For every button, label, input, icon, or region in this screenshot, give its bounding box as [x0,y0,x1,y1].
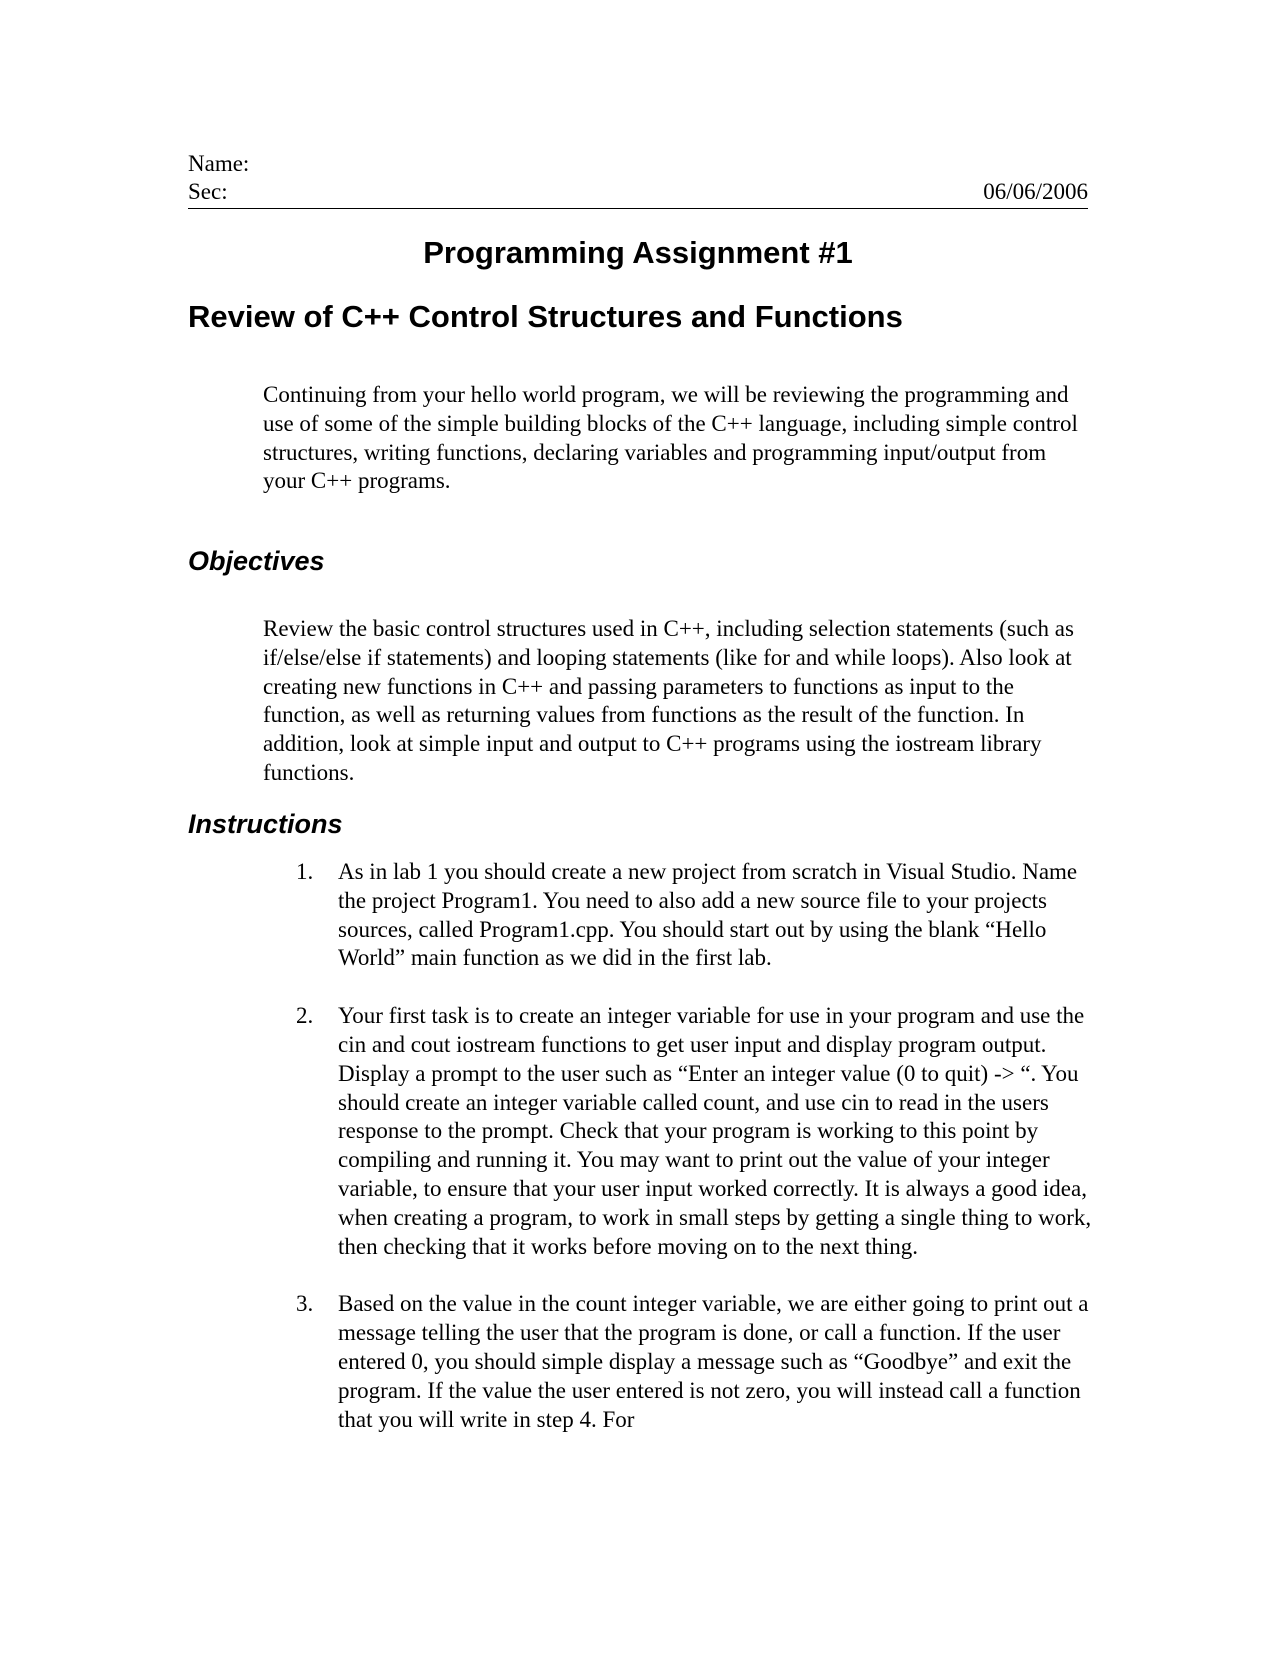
list-item-number: 3. [296,1291,314,1317]
instructions-heading: Instructions [188,809,343,839]
list-item [296,1290,1096,1434]
list-item-text: Your first task is to create an integer variable for use in your program and use the cin and cout iostream functions to get user input and display program output. Display a prompt to the user such as “Enter an integer value (0 to quit) -> “. You should create an integer variable called count, and use cin to read in the users response to the prompt. Check that your program is working to this point by compiling and running it. You may want to print out the value of your integer variable, to ensure that your user input worked correctly. It is always a good idea, when creating a program, to work in small steps by getting a single thing to work, then checking that it works before moving on to the next thing. [338,1003,1092,1259]
instructions-list [296,858,1096,1463]
objectives-paragraph: Review the basic control structures used in C++, including selection statements (such as if/else/else if statements) and looping statements (like for and while loops). Also look at creating new functions in C++ and passing parameters to functions as input to the function, as well as returning values from functions as the result of the function. In addition, look at simple input and output to C++ programs using the iostream library functions. [263,616,1074,785]
intro-paragraph: Continuing from your hello world program, we will be reviewing the programming and use of some of the simple building blocks of the C++ language, including simple control structures, writing functions, declaring variables and programming input/output from your C++ programs. [263,382,1078,494]
page-subtitle: Review of C++ Control Structures and Functions [188,299,903,334]
list-item [296,1002,1096,1261]
list-item [296,858,1096,973]
list-item-number: 2. [296,1003,314,1029]
name-label: Name: [188,151,250,176]
list-item-text: As in lab 1 you should create a new project from scratch in Visual Studio. Name the project Program1. You need to also add a new source file to your projects sources, called Program1.cpp. You should start out by using the blank “Hello World” main function as we did in the first lab. [338,859,1078,971]
list-item-text: Based on the value in the count integer variable, we are either going to print out a message telling the user that the program is done, or call a function. If the user entered 0, you should simple display a message such as “Goodbye” and exit the program. If the value the user entered is not zero, you will instead call a function that you will write in step 4. For [338,1291,1089,1432]
sec-label: Sec: [188,179,228,204]
list-item-number: 1. [296,859,314,884]
header-block [188,150,1088,209]
header-sec-row [188,178,1088,206]
objectives-heading: Objectives [188,546,325,576]
page-title: Programming Assignment #1 [423,235,853,270]
date: 06/06/2006 [983,179,1088,204]
header-name-row [188,150,1088,178]
